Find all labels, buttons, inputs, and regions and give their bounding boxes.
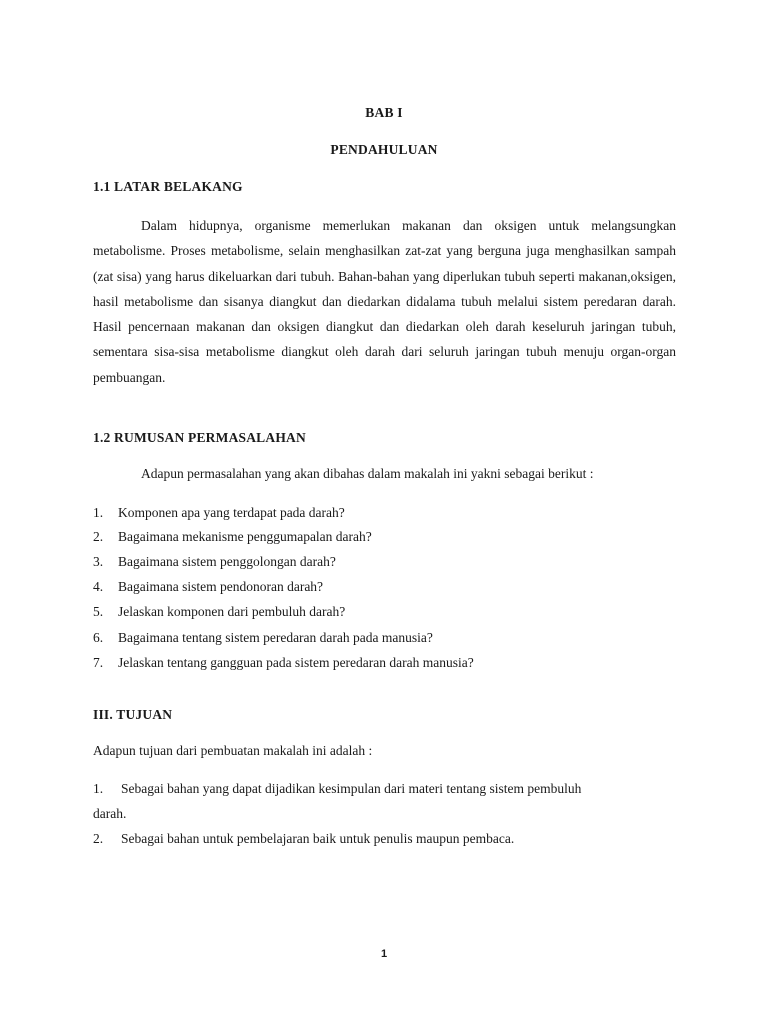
list-item-number: 5. xyxy=(93,604,104,619)
list-item-number: 1. xyxy=(93,505,104,520)
list-item-text: Komponen apa yang terdapat pada darah? xyxy=(118,505,345,520)
list-item-number: 2. xyxy=(93,831,104,846)
tujuan-intro: Adapun tujuan dari pembuatan makalah ini adalah : xyxy=(93,743,373,758)
list-item-number: 7. xyxy=(93,655,104,670)
list-item-text: Sebagai bahan untuk pembelajaran baik untuk penulis maupun pembaca. xyxy=(121,831,515,846)
section-heading-rumusan: 1.2 RUMUSAN PERMASALAHAN xyxy=(93,430,306,445)
chapter-title: PENDAHULUAN xyxy=(330,142,438,157)
list-item-text: Bagaimana sistem pendonoran darah? xyxy=(118,579,324,594)
list-item-text: Jelaskan komponen dari pembuluh darah? xyxy=(118,604,346,619)
list-item-text: Bagaimana sistem penggolongan darah? xyxy=(118,554,336,569)
list-item-text: Sebagai bahan yang dapat dijadikan kesimpulan dari materi tentang sistem pembuluh xyxy=(121,781,582,796)
list-item-text: Bagaimana mekanisme penggumapalan darah? xyxy=(118,529,372,544)
page-number: 1 xyxy=(380,948,388,960)
rumusan-intro: Adapun permasalahan yang akan dibahas dalam makalah ini yakni sebagai berikut : xyxy=(141,466,594,481)
list-item-number: 1. xyxy=(93,781,104,796)
list-item-text: Jelaskan tentang gangguan pada sistem peredaran darah manusia? xyxy=(118,655,474,670)
list-item-number: 4. xyxy=(93,579,104,594)
list-item-number: 6. xyxy=(93,630,104,645)
section-heading-latar-belakang: 1.1 LATAR BELAKANG xyxy=(93,179,243,194)
chapter-label: BAB I xyxy=(365,105,403,120)
section-heading-tujuan: III. TUJUAN xyxy=(93,707,173,722)
list-item-number: 2. xyxy=(93,529,104,544)
latar-belakang-paragraph: Dalam hidupnya, organisme memerlukan makanan dan oksigen untuk melangsungkan metabolisme. Proses metabolisme, selain menghasilkan zat-zat yang berguna juga menghasilkan sampah (zat sisa) yang harus dikeluarkan dari tubuh. Bahan-bahan yang diperlukan tubuh seperti makanan,oksigen, hasil metabolisme dan sisanya diangkut dan diedarkan didalama tubuh melalui sistem peredaran darah. Hasil pencernaan makanan dan oksigen diangkut dan diedarkan oleh darah keseluruh jaringan tubuh, sementara sisa-sisa metabolisme diangkut oleh darah dari seluruh jaringan tubuh menuju organ-organ pembuangan. xyxy=(93,218,676,385)
list-item-number: 3. xyxy=(93,554,104,569)
list-item-text: Bagaimana tentang sistem peredaran darah pada manusia? xyxy=(118,630,433,645)
list-item-continuation: darah. xyxy=(93,806,127,821)
